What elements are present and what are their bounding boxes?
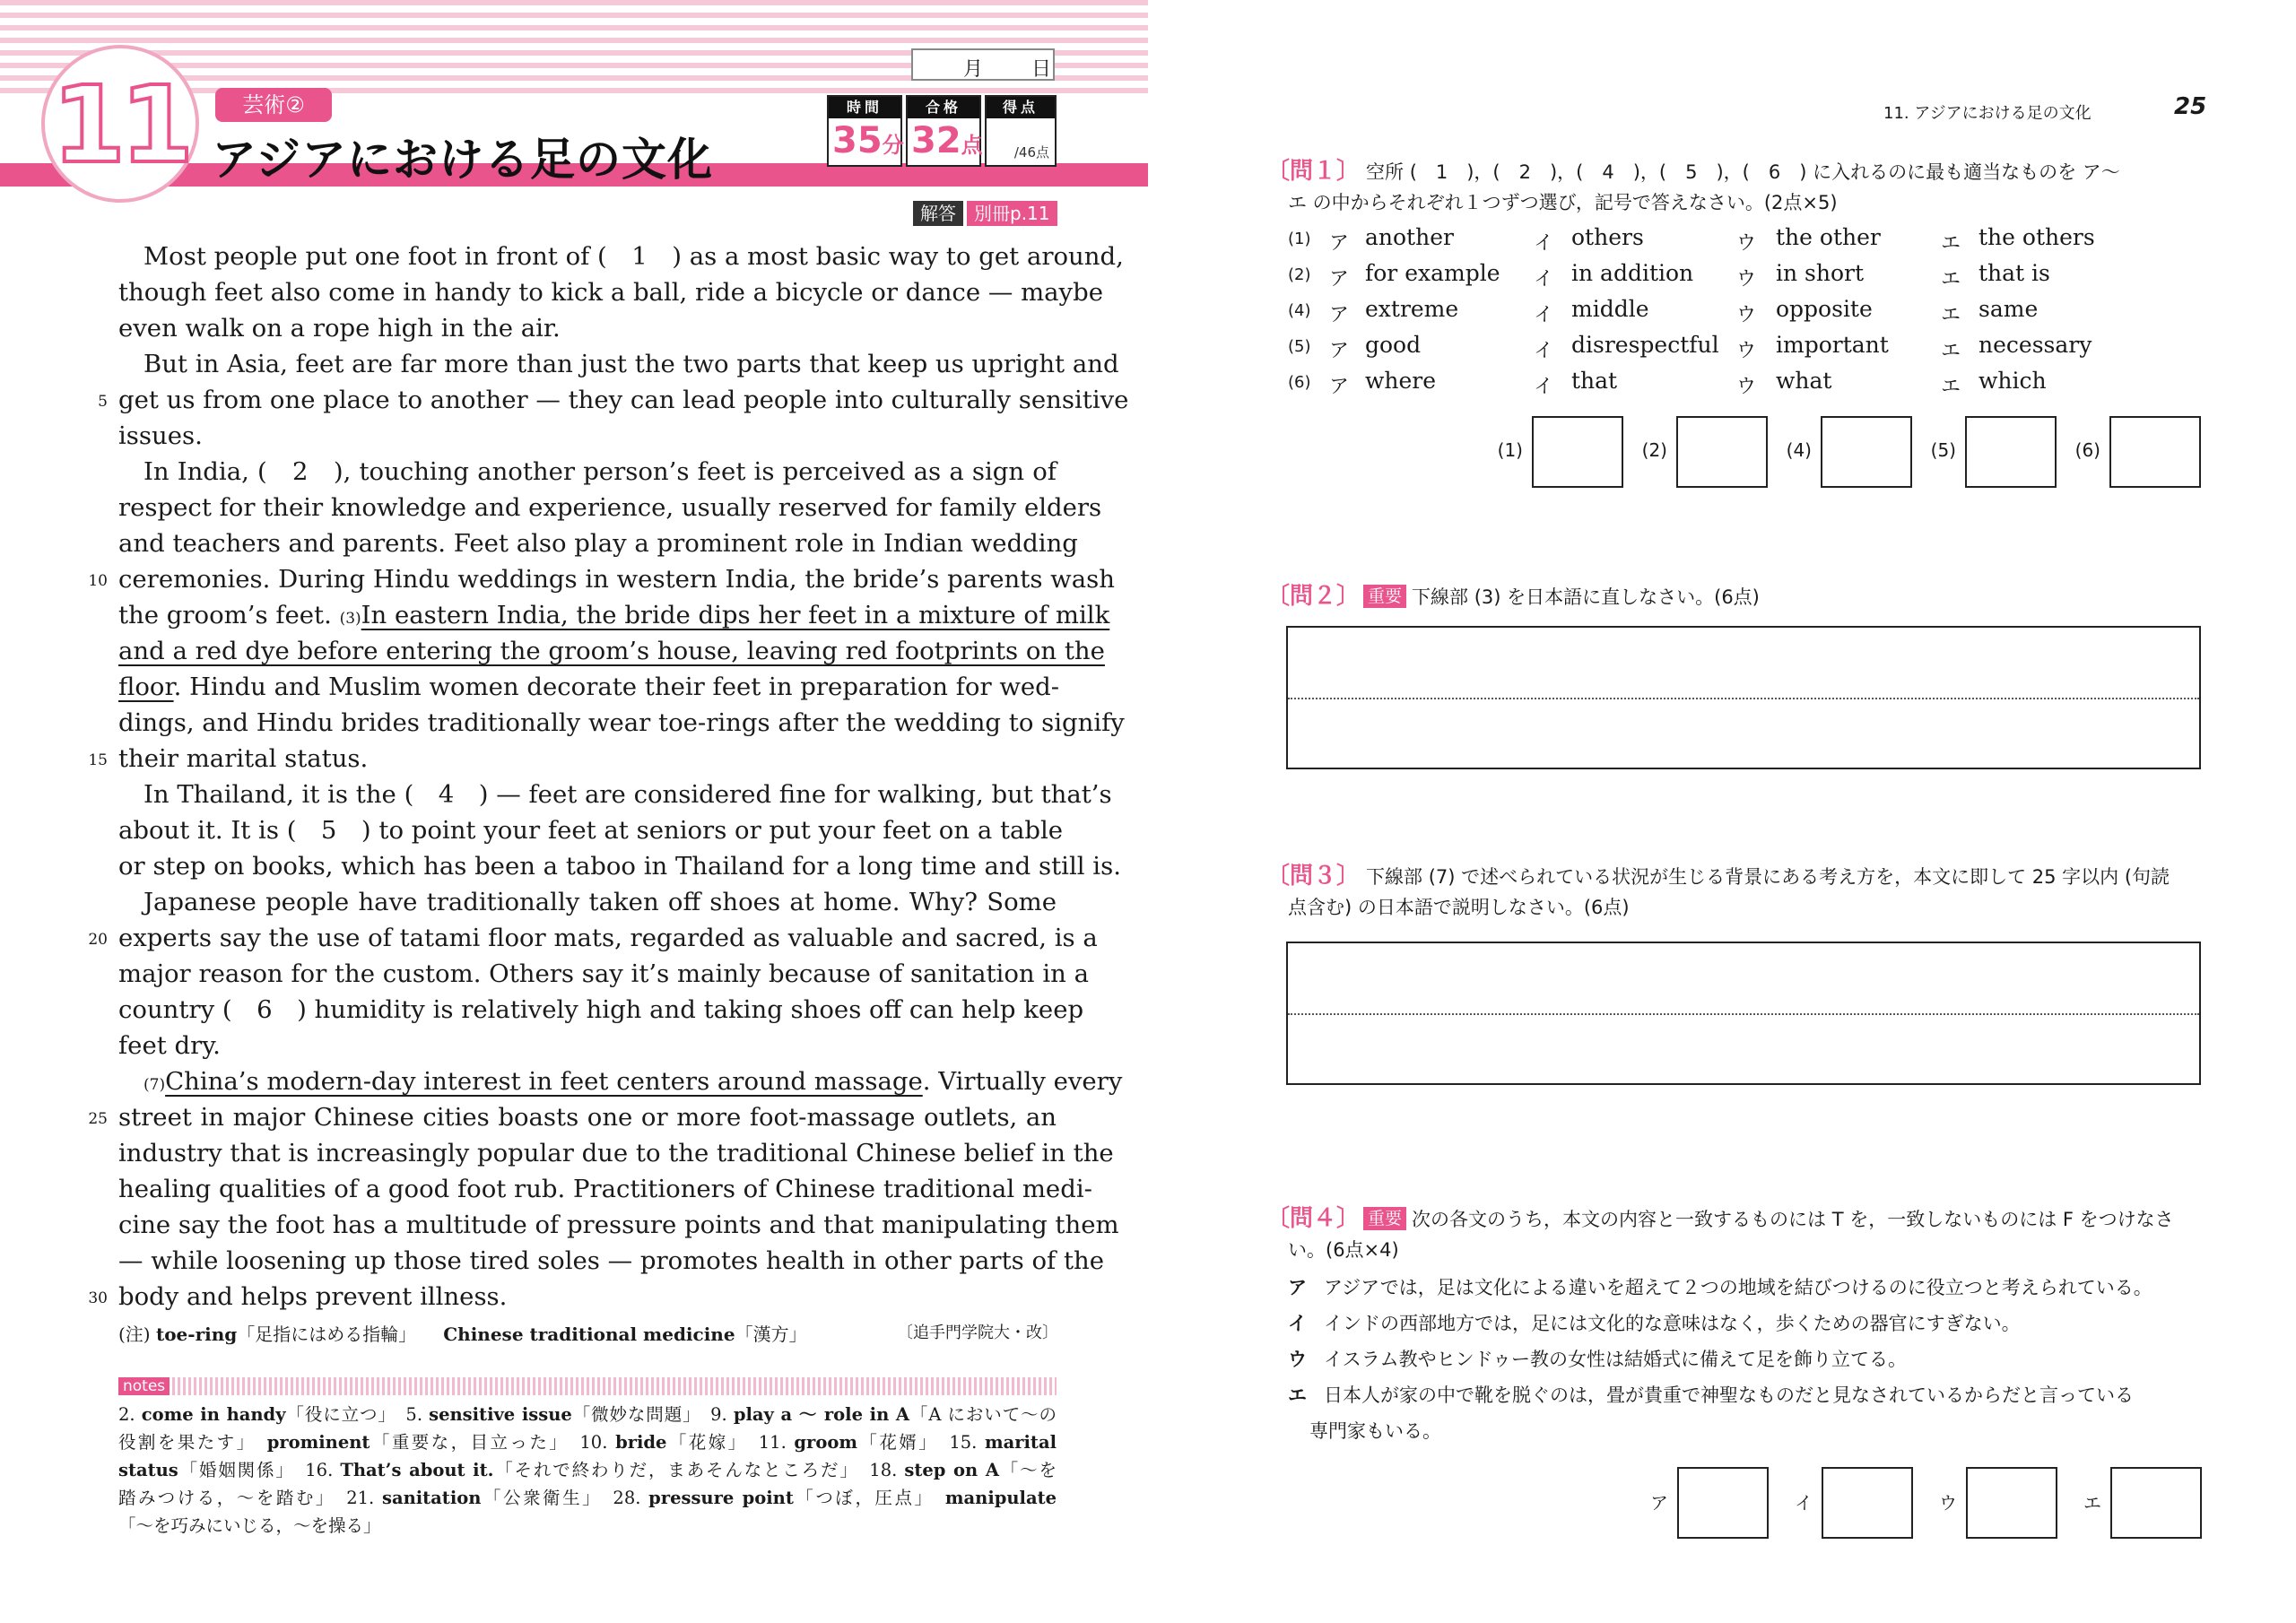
passage-text: China’s modern-day interest in feet centers around massage — [165, 1067, 923, 1096]
answer-box[interactable] — [1966, 1467, 2057, 1539]
note-text: 「公衆衛生」 28. — [481, 1488, 649, 1508]
important-badge: 重要 — [1363, 585, 1406, 608]
date-day: 日 — [1031, 58, 1052, 81]
option-text: necessary — [1979, 332, 2092, 358]
passage-text: though feet also come in handy to kick a ball, ride a bicycle or dance — maybe — [118, 278, 1103, 307]
option-text: that is — [1979, 260, 2050, 286]
footnote-term: Chinese traditional medicine — [443, 1324, 735, 1345]
note-line — [118, 1428, 1057, 1456]
option-text: important — [1776, 332, 1889, 358]
passage-line — [118, 597, 1110, 633]
option-text: for example — [1365, 260, 1500, 286]
answer-box[interactable] — [1822, 1467, 1913, 1539]
statement-text: イスラム教やヒンドゥー教の女性は結婚式に備えて足を飾り立てる。 — [1324, 1349, 1908, 1370]
passage-line — [118, 274, 1103, 310]
passage-line — [118, 633, 1105, 669]
note-line — [118, 1512, 1057, 1540]
option-kana: ウ — [1736, 268, 1757, 291]
q1-text-cont: エ の中からそれぞれ１つずつ選び，記号で答えなさい。(2点×5) — [1288, 192, 1838, 213]
statement-text: アジアでは，足は文化による違いを超えて２つの地域を結びつけるのに役立つと考えられている。 — [1324, 1277, 2152, 1298]
notes-label: notes — [118, 1377, 170, 1395]
line-number: 20 — [88, 931, 108, 949]
answer-box[interactable] — [1821, 416, 1912, 488]
passage-text: body and helps prevent illness. — [118, 1282, 508, 1311]
passage-line — [118, 1135, 1114, 1171]
option-text: that — [1571, 368, 1618, 394]
note-term: pressure point — [648, 1488, 794, 1508]
line-number: 30 — [88, 1289, 108, 1307]
passage-line — [118, 956, 1089, 992]
line-number: 5 — [98, 393, 108, 411]
passage-text: In India, ( 2 ), touching another person’s feet is perceived as a sign of — [144, 457, 1057, 486]
running-head: 11. アジアにおける足の文化 — [1883, 104, 2092, 123]
q3-heading — [1266, 857, 2170, 890]
note-text: 「微妙な問題」 9. — [571, 1404, 734, 1425]
answer-box[interactable] — [1965, 416, 2057, 488]
passage-text: But in Asia, feet are far more than just the two parts that keep us upright and — [144, 350, 1119, 378]
note-line — [118, 1401, 1057, 1428]
answer-box[interactable] — [1677, 1467, 1769, 1539]
passage-line — [118, 1279, 1057, 1315]
passage-text: . Hindu and Muslim women decorate their feet in preparation for wed- — [173, 673, 1060, 701]
page-number: 25 — [2174, 93, 2207, 120]
option-text: others — [1571, 224, 1644, 250]
note-text: 「〜を巧みにいじる，〜を操る」 — [118, 1515, 381, 1536]
passage-line — [118, 310, 1057, 346]
passage-text: cine say the foot has a multitude of pressure points and that manipulating them — [118, 1211, 1119, 1239]
passage-line — [118, 741, 1057, 777]
answer-box-label: イ — [1795, 1492, 1813, 1514]
option-text: another — [1365, 224, 1454, 250]
note-text: 「つぼ，圧点」 — [793, 1488, 945, 1508]
passage-text: street in major Chinese cities boasts one or more foot-massage outlets, an — [118, 1103, 1057, 1132]
passage-text: dings, and Hindu brides traditionally wear toe-rings after the wedding to signify — [118, 708, 1125, 737]
option-text: opposite — [1776, 296, 1873, 322]
passage-text: their marital status. — [118, 744, 369, 773]
q2-heading — [1266, 577, 1760, 611]
option-kana: エ — [1941, 376, 1961, 398]
passage-line — [118, 454, 1057, 490]
passage-text: Japanese people have traditionally taken off shoes at home. Why? Some — [144, 888, 1057, 916]
passage-text: experts say the use of tatami floor mats, regarded as valuable and sacred, is a — [118, 924, 1098, 952]
passage-line — [118, 1243, 1104, 1279]
source-citation: 〔追手門学院大・改〕 — [897, 1324, 1058, 1342]
note-term: play a 〜 role in A — [733, 1404, 910, 1425]
statement-kana: エ — [1288, 1384, 1307, 1406]
page-title: アジアにおける足の文化 — [212, 134, 713, 186]
vocabulary-notes — [118, 1401, 1057, 1540]
q3-text: 下線部 (7) で述べられている状況が生じる背景にある考え方を，本文に即して 25 字以内 (句読 — [1366, 866, 2170, 888]
note-text: 「それで終わりだ，まあそんなところだ」 18. — [493, 1460, 905, 1480]
passage-line — [118, 705, 1125, 741]
line-number: 15 — [88, 751, 108, 769]
statement-text-cont: 専門家もいる。 — [1309, 1420, 1441, 1442]
note-term: sanitation — [381, 1488, 482, 1508]
chapter-number-badge — [41, 45, 199, 203]
passage-line — [118, 1028, 1057, 1063]
option-kana: ア — [1329, 304, 1350, 326]
answer-box-label: (6) — [2074, 439, 2100, 461]
option-kana: ウ — [1736, 376, 1757, 398]
passage-text: floor — [118, 673, 174, 701]
score-label: 得点 — [987, 97, 1055, 118]
note-text: 2. — [118, 1404, 142, 1425]
time-label: 時間 — [829, 97, 900, 118]
q2-answer-box[interactable] — [1286, 626, 2201, 769]
option-kana: ア — [1329, 340, 1350, 362]
option-kana: エ — [1941, 340, 1961, 362]
option-text: where — [1365, 368, 1437, 394]
note-term: groom — [794, 1432, 857, 1453]
footnote-prefix: (注) — [118, 1324, 156, 1345]
option-text: in addition — [1571, 260, 1694, 286]
q1-heading — [1266, 152, 2120, 186]
statement-text: 日本人が家の中で靴を脱ぐのは，畳が貴重で神聖なものだと見なされているからだと言っている — [1324, 1384, 2134, 1406]
note-text: 踏みつける，〜を踏む」 21. — [118, 1488, 382, 1508]
answer-box-label: (4) — [1786, 439, 1812, 461]
option-text: the other — [1776, 224, 1881, 250]
passage-line — [118, 382, 1129, 418]
option-text: middle — [1571, 296, 1649, 322]
chapter-number: 11 — [51, 63, 189, 187]
option-kana: イ — [1534, 340, 1554, 362]
note-text: 「A において〜の — [909, 1404, 1057, 1425]
passage-text: healing qualities of a good foot rub. Practitioners of Chinese traditional medi- — [118, 1175, 1092, 1203]
line-number: 10 — [88, 572, 108, 590]
time-value: 35 — [832, 120, 883, 161]
answer-ref: 別冊p.11 — [967, 201, 1057, 226]
answer-box-label: (1) — [1497, 439, 1523, 461]
note-term: come in handy — [141, 1404, 286, 1425]
score-box[interactable] — [985, 95, 1057, 167]
statement-kana: イ — [1288, 1313, 1307, 1334]
passage-line — [118, 884, 1057, 920]
option-kana: ウ — [1736, 340, 1757, 362]
option-row-number: (1) — [1288, 230, 1311, 248]
option-kana: ウ — [1736, 232, 1757, 255]
note-term: step on A — [904, 1460, 999, 1480]
passage-text: ceremonies. During Hindu weddings in western India, the bride’s parents wash — [118, 565, 1115, 594]
option-kana: エ — [1941, 268, 1961, 291]
option-text: which — [1979, 368, 2047, 394]
answer-reference — [913, 201, 1057, 226]
option-kana: ウ — [1736, 304, 1757, 326]
option-text: same — [1979, 296, 2039, 322]
underline-marker: (3) — [339, 610, 361, 628]
answer-box[interactable] — [2109, 416, 2201, 488]
passage-line — [118, 777, 1112, 812]
footnote-gloss: 「足指にはめる指輪」 — [237, 1324, 408, 1345]
note-text: 「〜を — [998, 1460, 1057, 1480]
statement-kana: ウ — [1288, 1349, 1307, 1370]
note-term: bride — [615, 1432, 667, 1453]
passage-text: industry that is increasingly popular due to the traditional Chinese belief in the — [118, 1139, 1114, 1167]
answer-box[interactable] — [1676, 416, 1768, 488]
q1-label: 〔問１〕 — [1266, 158, 1361, 185]
note-line — [118, 1456, 1057, 1484]
q1-text: 空所 ( 1 )，( 2 )，( 4 )，( 5 )，( 6 ) に入れるのに最も適当なものを ア〜 — [1366, 161, 2120, 183]
passage-text: or step on books, which has been a taboo in Thailand for a long time and still is. — [118, 852, 1121, 881]
statement-kana: ア — [1288, 1277, 1307, 1298]
underline-marker: (7) — [144, 1076, 166, 1094]
pass-value: 32 — [911, 120, 961, 161]
answer-box-label: ウ — [1939, 1492, 1957, 1514]
note-term: prominent — [266, 1432, 370, 1453]
answer-box-label: ア — [1650, 1492, 1668, 1514]
option-row-number: (2) — [1288, 265, 1311, 284]
passage-line — [118, 490, 1102, 525]
note-text: 「婚姻関係」 16. — [178, 1460, 341, 1480]
passage-line — [118, 418, 1057, 454]
line-number: 25 — [88, 1110, 108, 1128]
passage-line — [118, 239, 1124, 274]
note-text: 「花婿」 15. — [857, 1432, 985, 1453]
note-text: 「役に立つ」 5. — [285, 1404, 430, 1425]
passage-text: . Virtually every — [922, 1067, 1123, 1096]
note-term: That’s about it. — [340, 1460, 494, 1480]
note-term: sensitive issue — [429, 1404, 572, 1425]
footnote-term: toe-ring — [155, 1324, 238, 1345]
note-line — [118, 1484, 1057, 1512]
passage-line — [118, 561, 1115, 597]
q4-text-cont: い。(6点×4) — [1288, 1239, 1399, 1261]
option-text: what — [1776, 368, 1832, 394]
passage-line — [118, 1171, 1092, 1207]
q3-text-cont: 点含む) の日本語で説明しなさい。(6点) — [1288, 897, 1630, 918]
passage-text: — while loosening up those tired soles — promotes health in other parts of the — [118, 1246, 1104, 1275]
option-kana: ア — [1329, 268, 1350, 291]
date-field[interactable] — [911, 48, 1055, 81]
passage-line — [118, 992, 1084, 1028]
passage-line — [118, 812, 1064, 848]
option-kana: イ — [1534, 376, 1554, 398]
answer-box[interactable] — [1532, 416, 1623, 488]
passage-line — [118, 346, 1119, 382]
passage-line — [118, 848, 1121, 884]
q3-label: 〔問３〕 — [1266, 863, 1361, 890]
date-month: 月 — [963, 58, 984, 81]
option-row-number: (6) — [1288, 373, 1311, 392]
important-badge: 重要 — [1363, 1207, 1406, 1230]
passage-text: major reason for the custom. Others say it’s mainly because of sanitation in a — [118, 959, 1089, 988]
time-box — [827, 95, 902, 167]
note-term: manipulate — [944, 1488, 1057, 1508]
answer-box-label: (2) — [1641, 439, 1667, 461]
pass-box — [906, 95, 981, 167]
passage-text: even walk on a rope high in the air. — [118, 314, 561, 343]
passage-text: In Thailand, it is the ( 4 ) — feet are considered fine for walking, but that’s — [144, 780, 1112, 809]
passage-text: the groom’s feet. — [118, 601, 340, 629]
note-text: 「花嫁」 11. — [666, 1432, 795, 1453]
statement-text: インドの西部地方では，足には文化的な意味はなく，歩くための器官にすぎない。 — [1324, 1313, 2021, 1334]
option-text: extreme — [1365, 296, 1459, 322]
option-text: in short — [1776, 260, 1865, 286]
answer-box-label: エ — [2083, 1492, 2101, 1514]
passage-line — [118, 669, 1060, 705]
option-kana: ア — [1329, 376, 1350, 398]
note-term: status — [118, 1460, 178, 1480]
passage-text: get us from one place to another — they can lead people into culturally sensitive — [118, 386, 1129, 414]
passage-text: country ( 6 ) humidity is relatively high and taking shoes off can help keep — [118, 995, 1084, 1024]
note-text: 「重要な，目立った」 10. — [370, 1432, 616, 1453]
answer-label: 解答 — [913, 201, 963, 226]
q4-heading — [1266, 1200, 2174, 1233]
option-row-number: (4) — [1288, 301, 1311, 320]
passage-line — [118, 920, 1098, 956]
category-tag: 芸術② — [215, 88, 332, 122]
note-term: marital — [984, 1432, 1057, 1453]
q4-label: 〔問４〕 — [1266, 1205, 1361, 1232]
passage-line — [118, 525, 1078, 561]
passage-line — [118, 1063, 1123, 1099]
passage-text: Most people put one foot in front of ( 1 ) as a most basic way to get around, — [144, 242, 1124, 271]
passage-text: and a red dye before entering the groom’s house, leaving red footprints on the — [118, 637, 1105, 665]
option-kana: ア — [1329, 232, 1350, 255]
passage-text: about it. It is ( 5 ) to point your feet at seniors or put your feet on a table — [118, 816, 1064, 845]
option-kana: イ — [1534, 304, 1554, 326]
reading-passage — [118, 239, 1129, 1315]
answer-box[interactable] — [2110, 1467, 2202, 1539]
q4-text: 次の各文のうち，本文の内容と一致するものには T を，一致しないものには F をつけなさ — [1412, 1209, 2174, 1230]
score-total: /46点 — [1013, 144, 1049, 161]
passage-text: In eastern India, the bride dips her feet in a mixture of milk — [361, 601, 1110, 629]
answer-box-label: (5) — [1930, 439, 1956, 461]
passage-line — [118, 1099, 1057, 1135]
option-text: good — [1365, 332, 1422, 358]
time-unit: 分 — [882, 133, 904, 158]
option-kana: イ — [1534, 268, 1554, 291]
option-kana: エ — [1941, 304, 1961, 326]
passage-text: issues. — [118, 421, 203, 450]
pass-label: 合格 — [908, 97, 979, 118]
passage-text: feet dry. — [118, 1031, 221, 1060]
q2-label: 〔問２〕 — [1266, 583, 1361, 610]
passage-line — [118, 1207, 1119, 1243]
option-kana: イ — [1534, 232, 1554, 255]
option-row-number: (5) — [1288, 337, 1311, 356]
option-kana: エ — [1941, 232, 1961, 255]
q2-text: 下線部 (3) を日本語に直しなさい。(6点) — [1412, 586, 1760, 608]
passage-text: respect for their knowledge and experience, usually reserved for family elders — [118, 493, 1102, 522]
option-text: disrespectful — [1571, 332, 1719, 358]
pass-unit: 点 — [961, 133, 983, 158]
footnote-gloss: 「漢方」 — [735, 1324, 807, 1345]
q3-answer-box[interactable] — [1286, 942, 2201, 1085]
passage-text: and teachers and parents. Feet also play a prominent role in Indian wedding — [118, 529, 1078, 558]
option-text: the others — [1979, 224, 2095, 250]
notes-header — [118, 1377, 1057, 1395]
note-text: 役割を果たす」 — [118, 1432, 267, 1453]
